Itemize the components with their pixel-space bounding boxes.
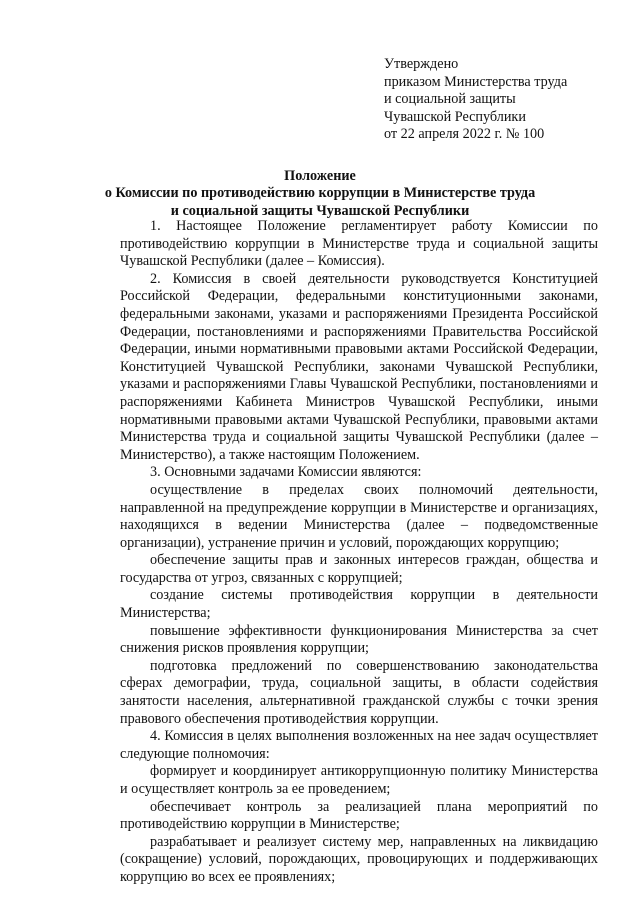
document-title — [0, 168, 640, 220]
paragraph: 4. Комиссия в целях выполнения возложенных на нее задач осуществляет следующие полномочия: — [120, 728, 598, 762]
approval-line: от 22 апреля 2022 г. № 100 — [384, 126, 545, 143]
approval-line: Чувашской Республики — [384, 108, 526, 125]
paragraph: создание системы противодействия коррупции в деятельности Министерства; — [120, 587, 598, 622]
approval-stamp — [384, 56, 624, 144]
document-body — [120, 218, 598, 887]
paragraph: обеспечение защиты прав и законных интересов граждан, общества и государства от угроз, связанных с коррупцией; — [120, 552, 598, 586]
paragraph: обеспечивает контроль за реализацией плана мероприятий по противодействию коррупции в Министерстве; — [120, 798, 598, 833]
title-line: о Комиссии по противодействию коррупции в Министерстве труда — [104, 185, 536, 202]
approval-line: Утверждено — [384, 56, 459, 72]
paragraph: осуществление в пределах своих полномочий деятельности, направленной на предупреждение коррупции в Министерстве и организациях, находящихся в ведении Министерства (далее – подведомственные организации), устранение причин и условий, порождающих коррупцию; — [120, 481, 598, 551]
paragraph: повышение эффективности функционирования Министерства за счет снижения рисков проявления коррупции; — [120, 622, 598, 657]
paragraph: 2. Комиссия в своей деятельности руководствуется Конституцией Российской Федерации, федеральными конституционными законами, федеральными законами, указами и распоряжениями Президента Российской Федерации, постановлениями и распоряжениями Правительства Российской Федерации, иными нормативными правовыми актами Российской Федерации, Конституцией Чувашской Республики, законами Чувашской Республики, указами и распоряжениями Главы Чувашской Республики, постановлениями и распоряжениями Кабинета Министров Чувашской Республики, иными нормативными правовыми актами Чувашской Республики, правовыми актами Министерства труда и социальной защиты Чувашской Республики (далее – Министерство), а также настоящим Положением. — [120, 270, 598, 463]
paragraph: подготовка предложений по совершенствованию законодательства сферах демографии, труда, социальной защиты, в области содействия занятости населения, альтернативной гражданской службы с точки зрения правового обеспечения противодействия коррупции. — [120, 657, 598, 727]
paragraph: 3. Основными задачами Комиссии являются: — [150, 464, 422, 481]
paragraph: 1. Настоящее Положение регламентирует работу Комиссии по противодействию коррупции в Министерстве труда и социальной защиты Чувашской Республики (далее – Комиссия). — [120, 218, 598, 270]
paragraph: формирует и координирует антикоррупционную политику Министерства и осуществляет контроль за ее проведением; — [120, 763, 598, 797]
title-line: и социальной защиты Чувашской Республики — [170, 202, 470, 219]
approval-line: и социальной защиты — [384, 91, 516, 108]
title-line: Положение — [284, 168, 356, 184]
paragraph: разрабатывает и реализует систему мер, направленных на ликвидацию (сокращение) условий, порождающих, провоцирующих и поддерживающих коррупцию во всех ее проявлениях; — [120, 833, 598, 885]
approval-line: приказом Министерства труда — [384, 73, 568, 90]
